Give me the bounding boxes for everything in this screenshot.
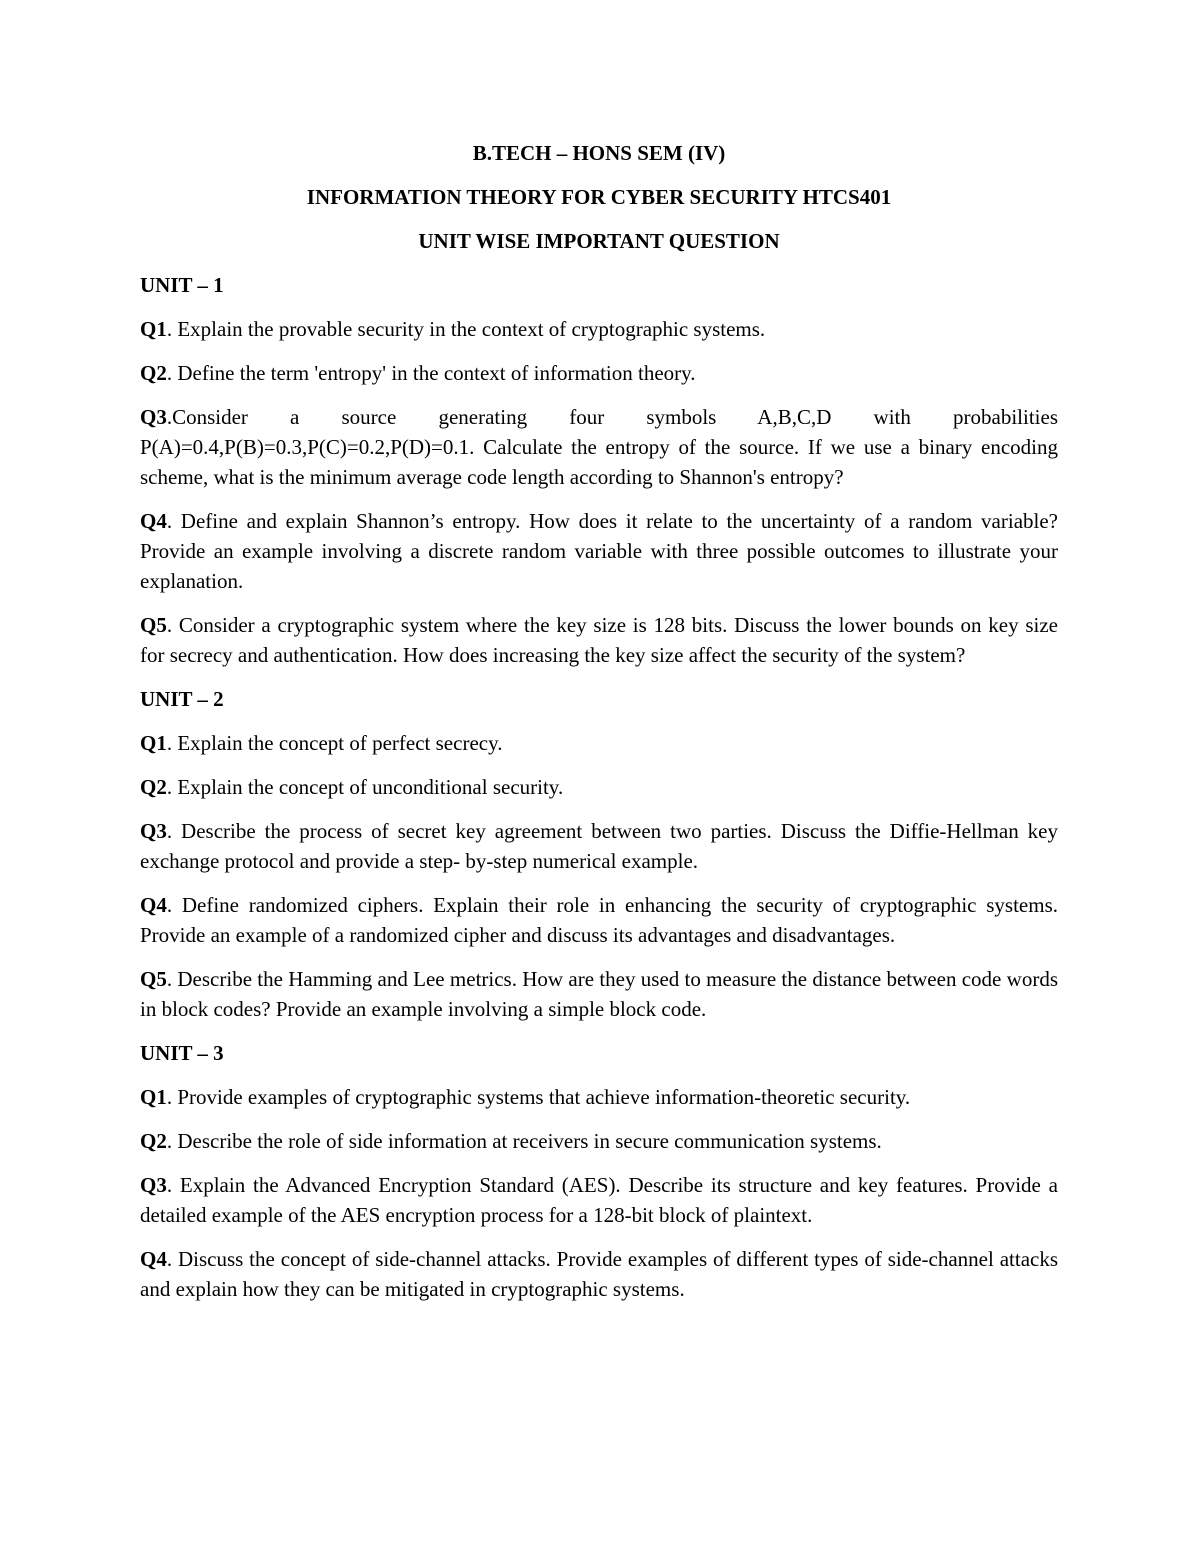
question-item: Q2. Define the term 'entropy' in the context of information theory. [140, 361, 696, 385]
question-item: Q5. Consider a cryptographic system where the key size is 128 bits. Discuss the lower bounds on key size for secrecy and authentication. How does increasing the key size affect the security of the system? [140, 613, 1059, 667]
question-item: Q4. Define and explain Shannon’s entropy. How does it relate to the uncertainty of a random variable? Provide an example involving a discrete random variable with three possible outcomes to illustrate your explanation. [140, 509, 1058, 593]
question-number: Q5 [140, 967, 167, 991]
document-page [140, 138, 1058, 1318]
question-item: Q4. Define randomized ciphers. Explain their role in enhancing the security of cryptographic systems. Provide an example of a randomized cipher and discuss its advantages and disadvantages. [140, 893, 1059, 947]
question-number: Q4 [140, 893, 167, 917]
question-item: Q4. Discuss the concept of side-channel attacks. Provide examples of different types of side-channel attacks and explain how they can be mitigated in cryptographic systems. [140, 1247, 1059, 1301]
question-item: Q2. Describe the role of side information at receivers in secure communication systems. [140, 1129, 882, 1153]
question-number: Q3 [140, 1173, 167, 1197]
question-item: Q1. Provide examples of cryptographic systems that achieve information-theoretic security. [140, 1085, 911, 1109]
unit-1-section [140, 270, 1058, 670]
question-item: Q3. Explain the Advanced Encryption Standard (AES). Describe its structure and key features. Provide a detailed example of the AES encryption process for a 128-bit block of plaintext. [140, 1173, 1058, 1227]
question-text: Consider a source generating four symbols A,B,C,D with probabilities P(A)=0.4,P(B)=0.3,P(C)=0.2,P(D)=0.1. Calculate the entropy of the source. If we use a binary encoding scheme, what is the minimum average code length according to Shannon's entropy? [140, 405, 1058, 489]
question-item: Q5. Describe the Hamming and Lee metrics. How are they used to measure the distance between code words in block codes? Provide an example involving a simple block code. [140, 967, 1058, 1021]
question-text: Explain the Advanced Encryption Standard (AES). Describe its structure and key features. Provide a detailed example of the AES encryption process for a 128-bit block of plaintext. [140, 1173, 1058, 1227]
question-item: Q1. Explain the concept of perfect secrecy. [140, 731, 503, 755]
question-text: Describe the process of secret key agreement between two parties. Discuss the Diffie-Hellman key exchange protocol and provide a step- by-step numerical example. [140, 819, 1058, 873]
unit-2-section [140, 684, 1058, 1024]
question-text: Explain the concept of unconditional security. [177, 775, 564, 799]
question-text: Explain the concept of perfect secrecy. [177, 731, 503, 755]
course-level-heading: B.TECH – HONS SEM (IV) [472, 141, 726, 165]
question-number: Q4 [140, 1247, 167, 1271]
document-title-heading: UNIT WISE IMPORTANT QUESTION [418, 229, 780, 253]
question-number: Q5 [140, 613, 167, 637]
unit-heading: UNIT – 3 [140, 1041, 224, 1065]
question-number: Q2 [140, 775, 167, 799]
question-number: Q1 [140, 1085, 167, 1109]
unit-heading: UNIT – 1 [140, 273, 224, 297]
question-number: Q1 [140, 317, 167, 341]
unit-3-section [140, 1038, 1058, 1304]
unit-heading: UNIT – 2 [140, 687, 224, 711]
question-text: Provide examples of cryptographic systems that achieve information-theoretic security. [177, 1085, 911, 1109]
question-text: Describe the Hamming and Lee metrics. How are they used to measure the distance between code words in block codes? Provide an example involving a simple block code. [140, 967, 1058, 1021]
question-text: Discuss the concept of side-channel attacks. Provide examples of different types of side-channel attacks and explain how they can be mitigated in cryptographic systems. [140, 1247, 1059, 1301]
question-item: Q1. Explain the provable security in the context of cryptographic systems. [140, 317, 766, 341]
question-text: Explain the provable security in the context of cryptographic systems. [177, 317, 766, 341]
question-item: Q3. Describe the process of secret key agreement between two parties. Discuss the Diffie-Hellman key exchange protocol and provide a step- by-step numerical example. [140, 819, 1058, 873]
question-text: Consider a cryptographic system where the key size is 128 bits. Discuss the lower bounds on key size for secrecy and authentication. How does increasing the key size affect the security of the system? [140, 613, 1059, 667]
question-item: Q2. Explain the concept of unconditional security. [140, 775, 564, 799]
question-item: Q3.Consider a source generating four symbols A,B,C,D with probabilities P(A)=0.4,P(B)=0.3,P(C)=0.2,P(D)=0.1. Calculate the entropy of the source. If we use a binary encoding scheme, what is the minimum average code length according to Shannon's entropy? [140, 405, 1058, 489]
question-number: Q3 [140, 819, 167, 843]
question-text: Define the term 'entropy' in the context of information theory. [177, 361, 696, 385]
question-number: Q2 [140, 1129, 167, 1153]
question-text: Describe the role of side information at receivers in secure communication systems. [177, 1129, 882, 1153]
question-text: Define randomized ciphers. Explain their role in enhancing the security of cryptographic systems. Provide an example of a randomized cipher and discuss its advantages and disadvantages. [140, 893, 1059, 947]
question-number: Q3 [140, 405, 167, 429]
question-number: Q1 [140, 731, 167, 755]
question-text: Define and explain Shannon’s entropy. How does it relate to the uncertainty of a random variable? Provide an example involving a discrete random variable with three possible outcomes to illustrate your explanation. [140, 509, 1058, 593]
question-number: Q2 [140, 361, 167, 385]
question-number: Q4 [140, 509, 167, 533]
course-title-heading: INFORMATION THEORY FOR CYBER SECURITY HTCS401 [306, 185, 892, 209]
